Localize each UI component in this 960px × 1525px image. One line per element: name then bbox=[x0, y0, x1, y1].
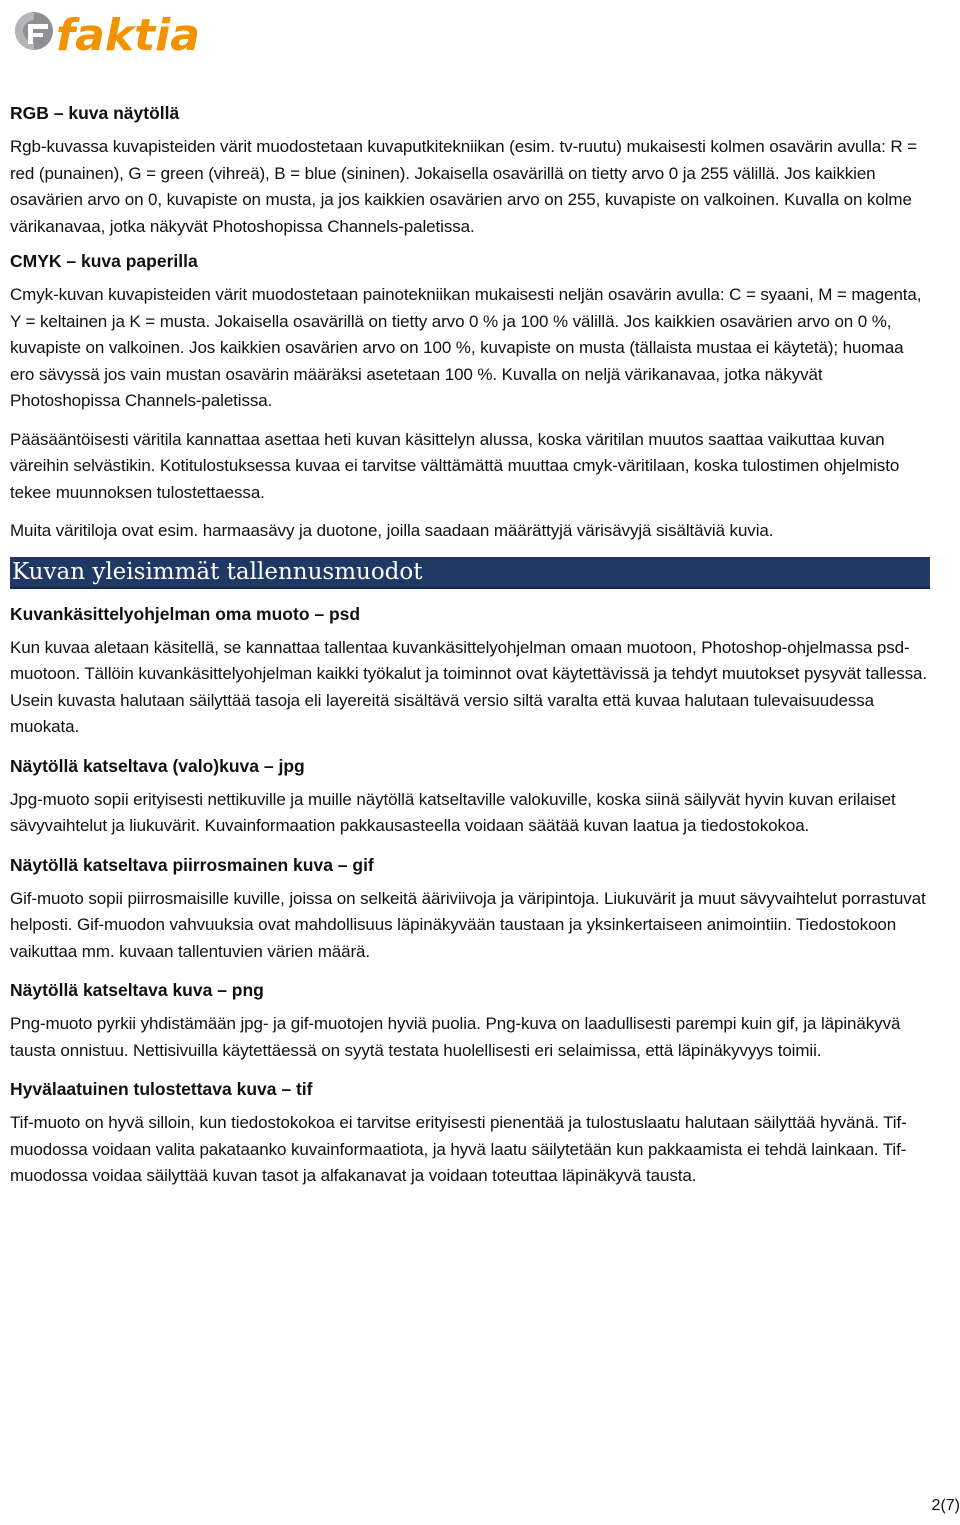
section-title-tif: Hyvälaatuinen tulostettava kuva – tif bbox=[10, 1079, 313, 1099]
section-title-cmyk: CMYK – kuva paperilla bbox=[10, 251, 198, 271]
faktia-logo bbox=[14, 4, 214, 58]
section-title-png: Näytöllä katseltava kuva – png bbox=[10, 980, 264, 1000]
faktia-logo-mark bbox=[14, 4, 214, 58]
section-title-psd: Kuvankäsittelyohjelman oma muoto – psd bbox=[10, 603, 361, 624]
section-text-tif: Tif-muoto on hyvä silloin, kun tiedostokokoa ei tarvitse erityisesti pienentää ja tulostuslaatu halutaan säilyttää hyvänä. Tif-muodossa voidaan valita pakataanko kuvainformaatiota, ja hyvä laatu säilytetään kun pakkaamista ei tehdä lainkaan. Tif-muodossa voidaa säilyttää kuvan tasot ja alfakanavat ja voidaan toteuttaa läpinäkyvä tausta. bbox=[10, 1113, 907, 1185]
section-text-psd: Kun kuvaa aletaan käsitellä, se kannattaa tallentaa kuvankäsittelyohjelman omaan muotoon, Photoshop-ohjelmassa psd-muotoon. Tällöin kuvankäsittelyohjelman kaikki työkalut ja toiminnot ovat käytettävissä ja tehdyt muutokset pysyvät tallessa. Usein kuvasta halutaan säilyttää tasoja eli layereitä sisältävä versio siltä varalta että kuvaa halutaan tulevaisuudessa muokata. bbox=[10, 637, 927, 736]
paragraph-muita: Muita väritiloja ovat esim. harmaasävy ja duotone, joilla saadaan määrättyjä värisävyjä sisältäviä kuvia. bbox=[10, 521, 774, 540]
logo-text: faktia bbox=[56, 10, 200, 58]
document-body bbox=[10, 100, 930, 1190]
section-text-gif: Gif-muoto sopii piirrosmaisille kuville, joissa on selkeitä ääriviivoja ja väripintoja. Liukuvärit ja muut sävyvaihtelut porrastuvat helposti. Gif-muodon vahvuuksia ovat mahdollisuus läpinäkyvään taustaan ja yksinkertaiseen animointiin. Tiedostokoon vaikuttaa mm. kuvaan tallentuvien värien määrä. bbox=[10, 888, 926, 961]
section-text-jpg: Jpg-muoto sopii erityisesti nettikuville ja muille näytöllä katseltaville valokuville, koska siinä säilyvät hyvin kuvan erilaiset sävyvaihtelut ja liukuvärit. Kuvainformaation pakkausasteella voidaan säätää kuvan laatua ja tiedostokokoa. bbox=[10, 789, 896, 835]
section-title-rgb: RGB – kuva näytöllä bbox=[10, 103, 180, 123]
section-text-png: Png-muoto pyrkii yhdistämään jpg- ja gif-muotojen hyviä puolia. Png-kuva on laadullisesti parempi kuin gif, ja läpinäkyvä tausta onnistuu. Nettisivuilla käytettäessä on syytä testata huolellisesti eri selaimissa, että läpinäkyvyys toimii. bbox=[10, 1014, 901, 1060]
page-number: 2(7) bbox=[931, 1497, 960, 1514]
section-heading-band: Kuvan yleisimmät tallennusmuodot bbox=[10, 557, 930, 589]
section-text-rgb: Rgb-kuvassa kuvapisteiden värit muodostetaan kuvaputkitekniikan (esim. tv-ruutu) mukaisesti kolmen osavärin avulla: R = red (punainen), G = green (vihreä), B = blue (sininen). Jokaisella osavärillä on tietty arvo 0 ja 255 välillä. Jos kaikkien osavärien arvo on 0, kuvapiste on musta, ja jos kaikkien osavärien arvo on 255, kuvapiste on valkoinen. Kuvalla on kolme värikanavaa, jotka näkyvät Photoshopissa Channels-paletissa. bbox=[10, 137, 917, 236]
section-title-gif: Näytöllä katseltava piirrosmainen kuva – gif bbox=[10, 854, 374, 875]
section-text-cmyk: Cmyk-kuvan kuvapisteiden värit muodostetaan painotekniikan mukaisesti neljän osavärin avulla: C = syaani, M = magenta, Y = keltainen ja K = musta. Jokaisella osavärillä on tietty arvo 0 % ja 100 % välillä. Jos kaikkien osavärien arvo on 0 %, kuvapiste on valkoinen. Jos kaikkien osavärien arvo on 100 %, kuvapiste on musta (tällaista mustaa ei käytetä); huomaa ero sävyssä jos vain mustan osavärin määräksi asetetaan 100 %. Kuvalla on neljä värikanavaa, jotka näkyvät Photoshopissa Channels-paletissa. bbox=[10, 285, 922, 410]
section-title-jpg: Näytöllä katseltava (valo)kuva – jpg bbox=[10, 755, 305, 776]
paragraph-paasaanto: Pääsääntöisesti väritila kannattaa asettaa heti kuvan käsittelyn alussa, koska väritilan muutos saattaa vaikuttaa kuvan väreihin selvästikin. Kotitulostuksessa kuvaa ei tarvitse välttämättä muuttaa cmyk-väritilaan, koska tulostimen ohjelmisto tekee muunnoksen tulostettaessa. bbox=[10, 429, 900, 502]
